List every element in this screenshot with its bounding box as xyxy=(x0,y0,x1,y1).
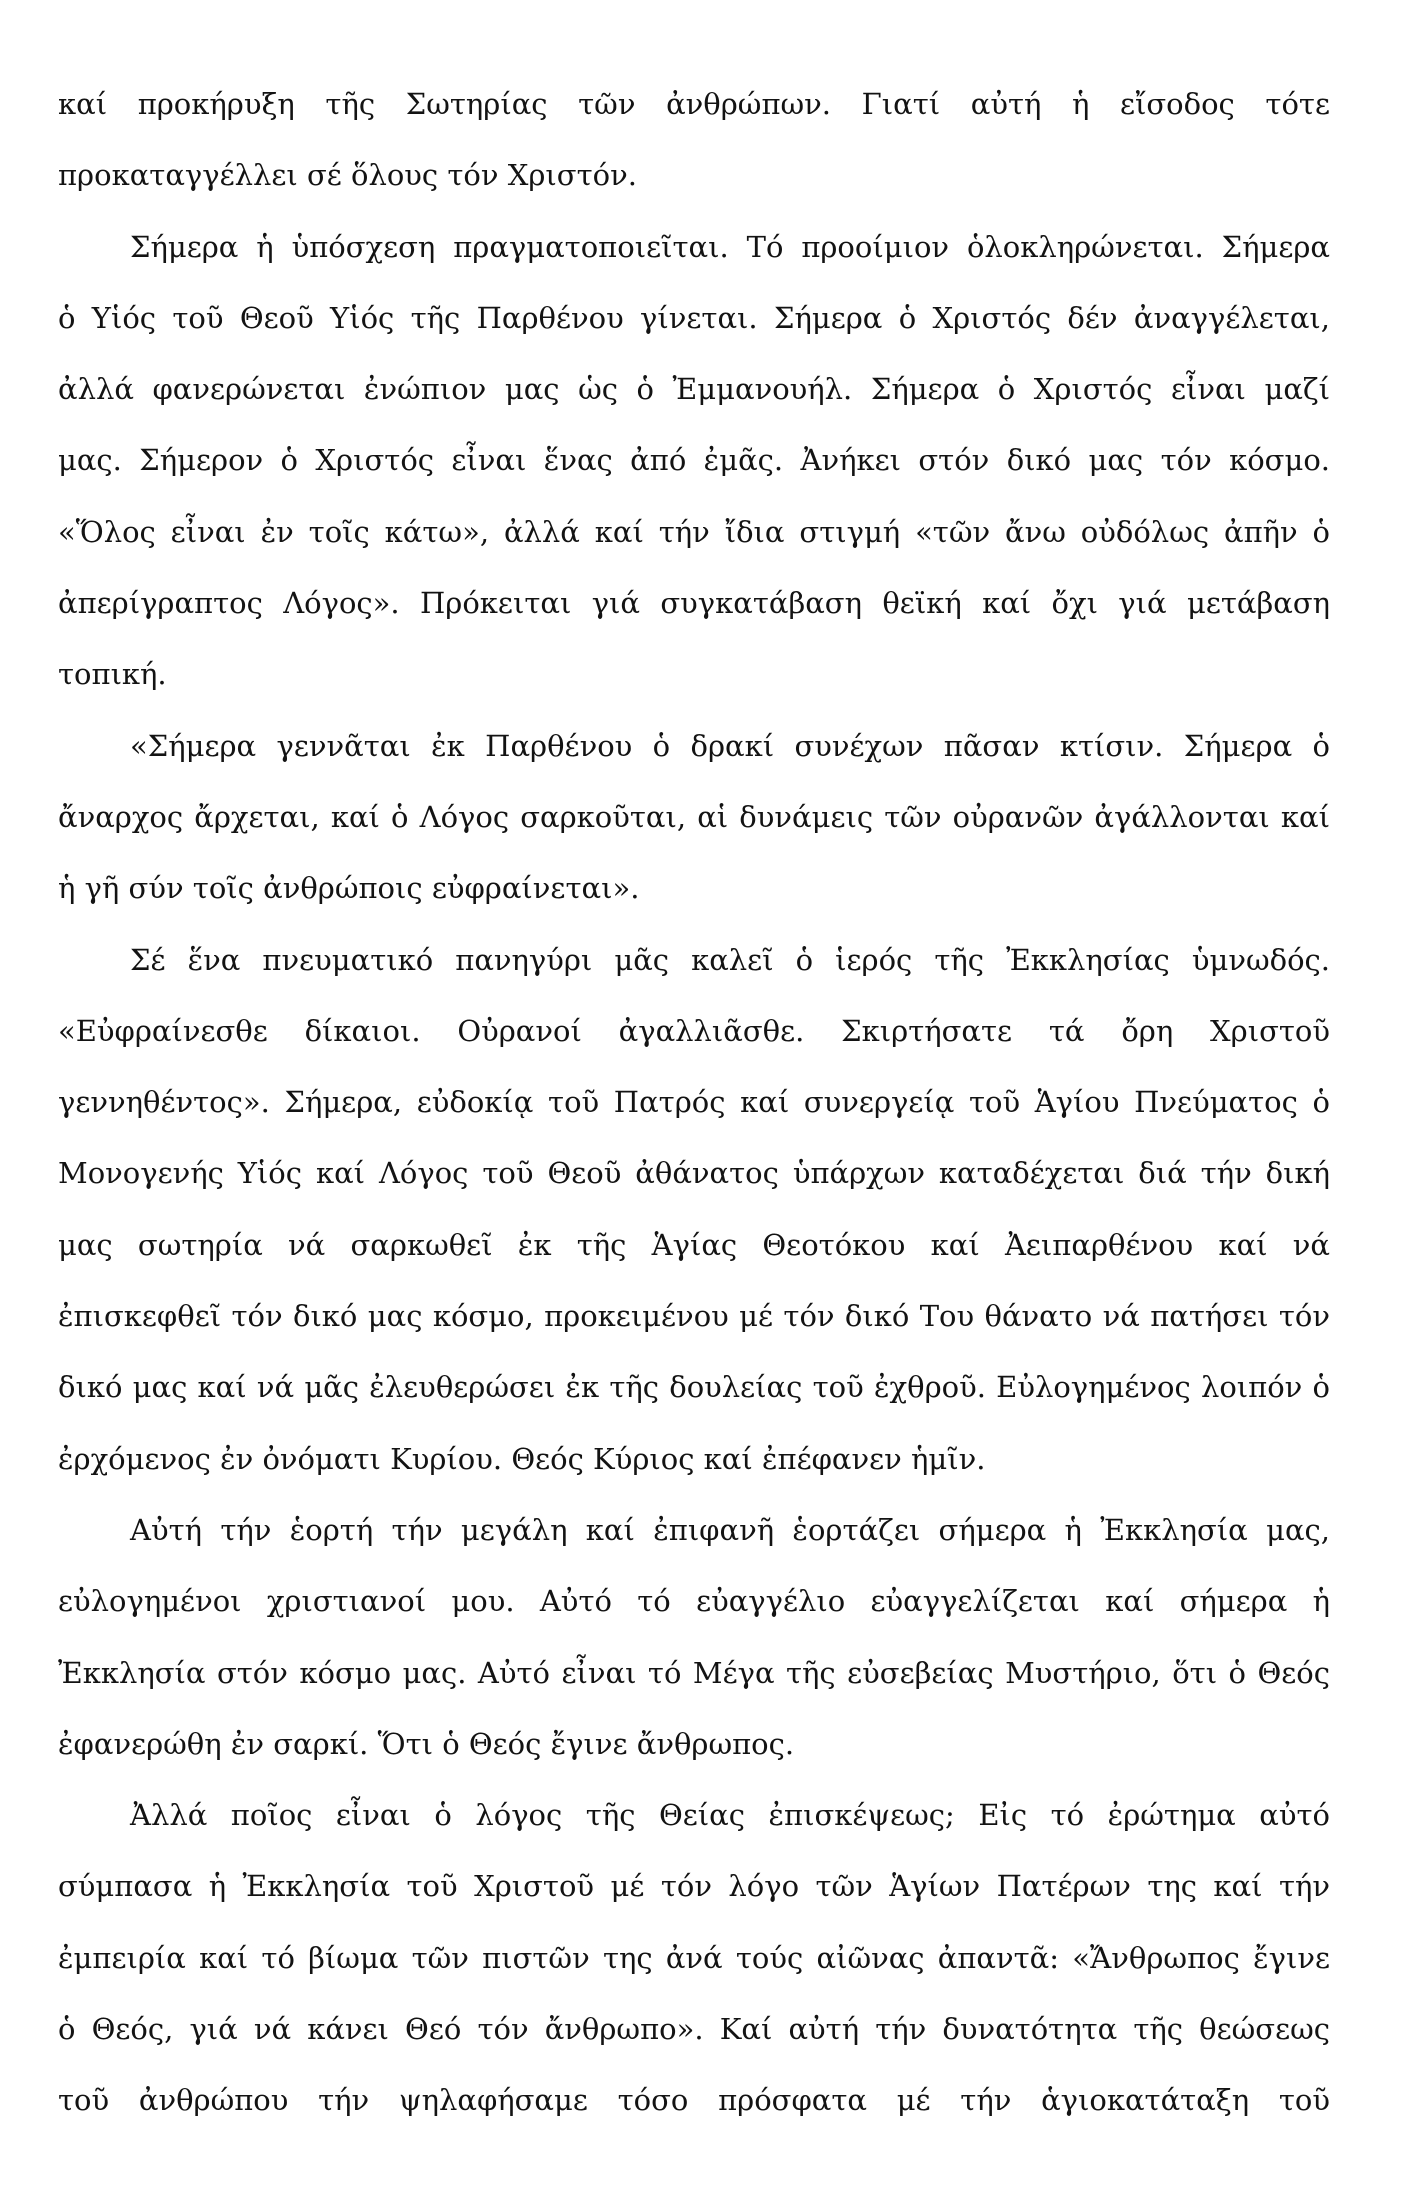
text-line: ἀλλά φανερώνεται ἐνώπιον μας ὡς ὁ Ἐμμανουήλ. Σήμερα ὁ Χριστός εἶναι μαζί xyxy=(58,372,1330,407)
text-line: ἐπισκεφθεῖ τόν δικό μας κόσμο, προκειμένου μέ τόν δικό Του θάνατο νά πατήσει τόν xyxy=(58,1299,1330,1334)
text-line: Ἀλλά ποῖος εἶναι ὁ λόγος τῆς Θείας ἐπισκέψεως; Εἰς τό ἐρώτημα αὐτό xyxy=(130,1798,1330,1833)
text-line: Σέ ἕνα πνευματικό πανηγύρι μᾶς καλεῖ ὁ ἱερός τῆς Ἐκκλησίας ὑμνωδός. xyxy=(130,942,1330,977)
text-line: προκαταγγέλλει σέ ὅλους τόν Χριστόν. xyxy=(58,158,637,193)
text-line: γεννηθέντος». Σήμερα, εὐδοκίᾳ τοῦ Πατρός καί συνεργείᾳ τοῦ Ἁγίου Πνεύματος ὁ xyxy=(58,1085,1330,1120)
text-line: ἐφανερώθη ἐν σαρκί. Ὅτι ὁ Θεός ἔγινε ἄνθρωπος. xyxy=(58,1726,795,1761)
text-block xyxy=(58,69,1330,2137)
text-line: Μονογενής Υἱός καί Λόγος τοῦ Θεοῦ ἀθάνατος ὑπάρχων καταδέχεται διά τήν δική xyxy=(58,1156,1330,1191)
text-line: Ἐκκλησία στόν κόσμο μας. Αὐτό εἶναι τό Μέγα τῆς εὐσεβείας Μυστήριο, ὅτι ὁ Θεός xyxy=(58,1655,1330,1690)
text-line: ἡ γῆ σύν τοῖς ἀνθρώποις εὐφραίνεται». xyxy=(58,871,640,906)
text-line: Αὐτή τήν ἑορτή τήν μεγάλη καί ἐπιφανῆ ἑορτάζει σήμερα ἡ Ἐκκλησία μας, xyxy=(130,1512,1330,1547)
text-line: ὁ Θεός, γιά νά κάνει Θεό τόν ἄνθρωπο». Καί αὐτή τήν δυνατότητα τῆς θεώσεως xyxy=(58,2012,1330,2047)
text-line: ἀπερίγραπτος Λόγος». Πρόκειται γιά συγκατάβαση θεϊκή καί ὄχι γιά μετάβαση xyxy=(58,586,1330,621)
text-line: «Εὐφραίνεσθε δίκαιοι. Οὐρανοί ἀγαλλιᾶσθε. Σκιρτήσατε τά ὄρη Χριστοῦ xyxy=(58,1013,1330,1048)
text-line: τοπική. xyxy=(58,657,167,692)
text-line: εὐλογημένοι χριστιανοί μου. Αὐτό τό εὐαγγέλιο εὐαγγελίζεται καί σήμερα ἡ xyxy=(58,1584,1330,1619)
text-line: σύμπασα ἡ Ἐκκλησία τοῦ Χριστοῦ μέ τόν λόγο τῶν Ἁγίων Πατέρων της καί τήν xyxy=(58,1869,1330,1904)
text-line: ἄναρχος ἄρχεται, καί ὁ Λόγος σαρκοῦται, αἱ δυνάμεις τῶν οὐρανῶν ἀγάλλονται καί xyxy=(58,799,1330,834)
text-line: καί προκήρυξη τῆς Σωτηρίας τῶν ἀνθρώπων. Γιατί αὐτή ἡ εἴσοδος τότε xyxy=(58,87,1330,121)
text-line: «Ὅλος εἶναι ἐν τοῖς κάτω», ἀλλά καί τήν ἴδια στιγμή «τῶν ἄνω οὐδόλως ἀπῆν ὁ xyxy=(58,514,1330,549)
text-line: «Σήμερα γεννᾶται ἐκ Παρθένου ὁ δρακί συνέχων πᾶσαν κτίσιν. Σήμερα ὁ xyxy=(130,728,1330,763)
text-line: ὁ Υἱός τοῦ Θεοῦ Υἱός τῆς Παρθένου γίνεται. Σήμερα ὁ Χριστός δέν ἀναγγέλεται, xyxy=(58,300,1330,335)
text-line: μας σωτηρία νά σαρκωθεῖ ἐκ τῆς Ἁγίας Θεοτόκου καί Ἀειπαρθένου καί νά xyxy=(58,1227,1330,1262)
text-line: τοῦ ἀνθρώπου τήν ψηλαφήσαμε τόσο πρόσφατα μέ τήν ἁγιοκατάταξη τοῦ xyxy=(58,2083,1330,2118)
text-line: ἐμπειρία καί τό βίωμα τῶν πιστῶν της ἀνά τούς αἰῶνας ἀπαντᾶ: «Ἄνθρωπος ἔγινε xyxy=(58,1940,1330,1975)
text-line: δικό μας καί νά μᾶς ἐλευθερώσει ἐκ τῆς δουλείας τοῦ ἐχθροῦ. Εὐλογημένος λοιπόν ὁ xyxy=(58,1370,1330,1405)
text-line: μας. Σήμερον ὁ Χριστός εἶναι ἕνας ἀπό ἐμᾶς. Ἀνήκει στόν δικό μας τόν κόσμο. xyxy=(58,443,1330,478)
text-line: Σήμερα ἡ ὑπόσχεση πραγματοποιεῖται. Τό προοίμιον ὁλοκληρώνεται. Σήμερα xyxy=(130,229,1330,264)
text-line: ἐρχόμενος ἐν ὀνόματι Κυρίου. Θεός Κύριος καί ἐπέφανεν ἡμῖν. xyxy=(58,1441,986,1476)
